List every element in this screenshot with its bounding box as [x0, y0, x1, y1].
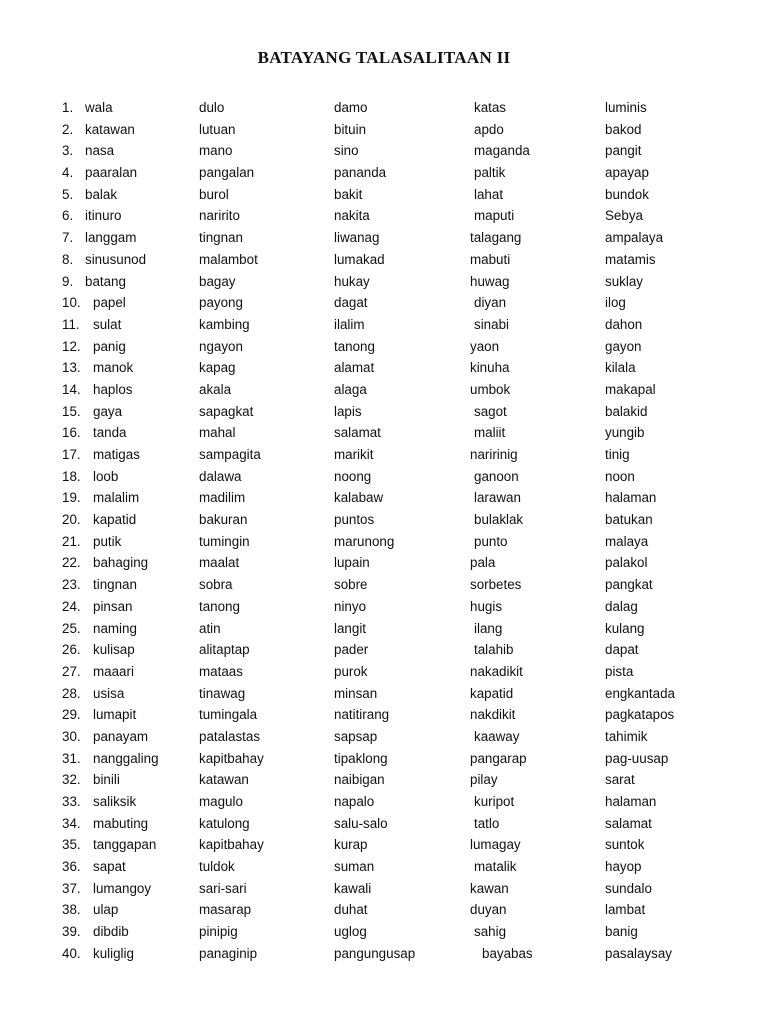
column-1-word: saliksik — [93, 794, 137, 809]
column-2-word: sobra — [199, 577, 233, 593]
column-2-word: sari-sari — [199, 880, 247, 896]
column-4-word: matalik — [474, 859, 517, 875]
column-4-word: naririnig — [470, 447, 518, 462]
word-row — [0, 119, 768, 141]
column-5-word: noon — [605, 468, 635, 484]
row-number: 31. — [62, 750, 81, 766]
row-number: 36. — [62, 859, 81, 875]
column-2-word: kapitbahay — [199, 837, 264, 853]
column-1-word: sapat — [93, 859, 126, 875]
column-5-word: balakid — [605, 403, 648, 419]
column-2-word: mano — [199, 143, 233, 159]
column-1-word: sinusunod — [85, 251, 147, 267]
column-3-word: salu-salo — [334, 815, 388, 831]
column-5-word: tahimik — [605, 728, 648, 744]
column-5-word: pista — [605, 663, 634, 679]
column-2-word: payong — [199, 295, 243, 311]
column-1-word: kulisap — [93, 642, 135, 658]
row-number: 11. — [62, 316, 80, 332]
word-row — [0, 444, 768, 466]
column-3-word: purok — [334, 663, 368, 679]
column-3-word: ninyo — [334, 598, 367, 614]
column-3-word: sapsap — [334, 728, 378, 744]
row-number: 19. — [62, 490, 81, 506]
word-row — [0, 271, 768, 293]
column-4-word: nakdikit — [470, 707, 516, 723]
column-4-word: apdo — [474, 121, 504, 137]
column-3-word: uglog — [334, 924, 367, 940]
column-4-word: bulaklak — [474, 512, 524, 528]
word-row — [0, 748, 768, 770]
column-2-word: tinawag — [199, 685, 246, 701]
column-5-word: bundok — [605, 186, 649, 202]
row-number: 30. — [62, 728, 81, 744]
column-4-word: larawan — [474, 490, 521, 506]
column-5-word: dahon — [605, 316, 643, 332]
column-1-word: nasa — [85, 143, 115, 159]
column-3-word: bakit — [334, 186, 363, 202]
row-number: 18. — [62, 468, 81, 484]
row-number: 35. — [62, 837, 81, 853]
column-1-word: mabuting — [93, 815, 149, 831]
column-3-word: dagat — [334, 295, 368, 311]
page-title: BATAYANG TALASALITAAN II — [257, 48, 511, 67]
word-row — [0, 184, 768, 206]
row-number: 14. — [62, 381, 81, 397]
column-1-word: tingnan — [93, 577, 137, 593]
column-3-word: alaga — [334, 381, 367, 397]
word-row — [0, 921, 768, 943]
word-row — [0, 357, 768, 379]
column-3-word: marikit — [334, 447, 374, 462]
column-2-word: kapitbahay — [199, 750, 264, 766]
column-3-word: minsan — [334, 685, 378, 701]
row-number: 28. — [62, 685, 81, 701]
column-5-word: makapal — [605, 381, 656, 397]
column-2-word: tuldok — [199, 859, 235, 875]
row-number: 13. — [62, 360, 81, 376]
column-3-word: napalo — [334, 794, 375, 809]
row-number: 29. — [62, 707, 81, 723]
column-1-word: papel — [93, 295, 126, 311]
word-row — [0, 552, 768, 574]
word-row — [0, 227, 768, 249]
column-5-word: suntok — [605, 837, 645, 853]
column-1-word: putik — [93, 533, 122, 549]
column-3-word: damo — [334, 100, 368, 115]
word-row — [0, 574, 768, 596]
row-number: 1. — [62, 100, 74, 115]
column-4-word: sahig — [474, 924, 507, 940]
column-2-word: patalastas — [199, 728, 261, 744]
row-number: 37. — [62, 880, 81, 896]
column-3-word: suman — [334, 859, 375, 875]
column-4-word: pala — [470, 555, 496, 571]
row-number: 15. — [62, 403, 81, 419]
row-number: 9. — [62, 273, 74, 289]
row-number: 16. — [62, 425, 81, 441]
column-2-word: tingnan — [199, 230, 243, 246]
column-2-word: kapag — [199, 360, 236, 376]
column-1-word: batang — [85, 273, 126, 289]
column-2-word: atin — [199, 620, 221, 636]
row-number: 4. — [62, 165, 74, 181]
column-3-word: sobre — [334, 577, 368, 593]
row-number: 6. — [62, 208, 74, 224]
word-row — [0, 813, 768, 835]
column-4-word: maliit — [474, 425, 506, 441]
column-1-word: kapatid — [93, 512, 137, 528]
column-3-word: sino — [334, 143, 359, 159]
column-4-word: talagang — [470, 230, 522, 246]
word-row — [0, 97, 768, 119]
column-3-word: duhat — [334, 902, 368, 918]
column-5-word: suklay — [605, 273, 643, 289]
column-5-word: bakod — [605, 121, 642, 137]
column-5-word: Sebya — [605, 208, 643, 224]
column-3-word: noong — [334, 468, 372, 484]
column-5-word: pagkatapos — [605, 707, 675, 723]
column-5-word: salamat — [605, 815, 652, 831]
column-2-word: ngayon — [199, 338, 243, 354]
word-row — [0, 943, 768, 965]
column-5-word: kilala — [605, 360, 636, 376]
word-row — [0, 466, 768, 488]
column-4-word: kawan — [470, 880, 509, 896]
column-5-word: luminis — [605, 100, 647, 115]
column-5-word: malaya — [605, 533, 649, 549]
word-row — [0, 422, 768, 444]
column-1-word: tanggapan — [93, 837, 157, 853]
column-5-word: gayon — [605, 338, 642, 354]
column-5-word: pangkat — [605, 577, 653, 593]
column-5-word: hayop — [605, 859, 642, 875]
column-1-word: usisa — [93, 685, 125, 701]
column-1-word: matigas — [93, 447, 140, 462]
column-4-word: kapatid — [470, 685, 514, 701]
column-2-word: akala — [199, 381, 232, 397]
word-list — [0, 97, 768, 965]
column-5-word: ilog — [605, 295, 626, 311]
column-4-word: punto — [474, 533, 508, 549]
column-1-word: lumapit — [93, 707, 137, 723]
word-row — [0, 379, 768, 401]
word-row — [0, 618, 768, 640]
column-3-word: lapis — [334, 403, 362, 419]
column-1-word: nanggaling — [93, 750, 159, 766]
row-number: 34. — [62, 815, 81, 831]
column-2-word: alitaptap — [199, 642, 250, 658]
column-4-word: diyan — [474, 295, 507, 311]
column-4-word: lumagay — [470, 837, 521, 853]
column-1-word: itinuro — [85, 208, 122, 224]
word-row — [0, 856, 768, 878]
column-3-word: alamat — [334, 360, 375, 376]
column-2-word: tumingin — [199, 533, 250, 549]
column-2-word: pinipig — [199, 924, 238, 940]
column-4-word: maputi — [474, 208, 515, 224]
column-1-word: ulap — [93, 902, 119, 918]
word-row — [0, 769, 768, 791]
column-3-word: kurap — [334, 837, 368, 853]
row-number: 8. — [62, 251, 74, 267]
row-number: 40. — [62, 945, 81, 961]
column-3-word: liwanag — [334, 230, 380, 246]
column-1-word: binili — [93, 772, 120, 788]
column-4-word: maganda — [474, 143, 530, 159]
row-number: 23. — [62, 577, 81, 593]
column-1-word: balak — [85, 186, 118, 202]
row-number: 10. — [62, 295, 81, 311]
column-3-word: langit — [334, 620, 367, 636]
column-3-word: tipaklong — [334, 750, 388, 766]
column-5-word: lambat — [605, 902, 646, 918]
column-5-word: batukan — [605, 512, 653, 528]
column-4-word: umbok — [470, 381, 511, 397]
column-1-word: wala — [85, 100, 113, 115]
word-row — [0, 487, 768, 509]
column-1-word: panayam — [93, 728, 149, 744]
column-5-word: dalag — [605, 598, 638, 614]
column-2-word: masarap — [199, 902, 252, 918]
column-4-word: pangarap — [470, 750, 527, 766]
column-1-word: haplos — [93, 381, 133, 397]
column-4-word: kinuha — [470, 360, 510, 376]
column-2-word: sampagita — [199, 447, 261, 462]
column-1-word: maaari — [93, 663, 134, 679]
column-3-word: puntos — [334, 512, 375, 528]
column-1-word: langgam — [85, 230, 137, 246]
row-number: 32. — [62, 772, 81, 788]
word-row — [0, 401, 768, 423]
column-2-word: bagay — [199, 273, 236, 289]
column-2-word: kambing — [199, 316, 250, 332]
word-row — [0, 726, 768, 748]
column-5-word: pangit — [605, 143, 642, 159]
column-5-word: sundalo — [605, 880, 652, 896]
word-row — [0, 249, 768, 271]
column-3-word: pangungusap — [334, 945, 416, 961]
column-1-word: naming — [93, 620, 137, 636]
word-row — [0, 162, 768, 184]
row-number: 20. — [62, 512, 81, 528]
word-row — [0, 336, 768, 358]
column-2-word: pangalan — [199, 165, 255, 181]
column-2-word: dalawa — [199, 468, 242, 484]
column-4-word: duyan — [470, 902, 507, 918]
column-5-word: pag-uusap — [605, 750, 669, 766]
column-3-word: natitirang — [334, 707, 390, 723]
word-row — [0, 314, 768, 336]
column-3-word: salamat — [334, 425, 381, 441]
word-row — [0, 791, 768, 813]
column-5-word: engkantada — [605, 685, 675, 701]
column-4-word: bayabas — [482, 945, 533, 961]
column-4-word: ilang — [474, 620, 503, 636]
column-2-word: tumingala — [199, 707, 258, 723]
column-4-word: nakadikit — [470, 663, 523, 679]
row-number: 27. — [62, 663, 81, 679]
column-3-word: pananda — [334, 165, 387, 181]
column-2-word: mahal — [199, 425, 236, 441]
column-5-word: apayap — [605, 165, 649, 181]
column-5-word: sarat — [605, 772, 635, 788]
column-2-word: magulo — [199, 794, 243, 809]
row-number: 2. — [62, 121, 74, 137]
column-4-word: huwag — [470, 273, 510, 289]
word-row — [0, 704, 768, 726]
column-5-word: halaman — [605, 490, 657, 506]
column-1-word: bahaging — [93, 555, 149, 571]
column-4-word: tatlo — [474, 815, 500, 831]
column-4-word: yaon — [470, 338, 500, 354]
column-1-word: kuliglig — [93, 945, 134, 961]
word-row — [0, 683, 768, 705]
column-1-word: pinsan — [93, 598, 133, 614]
column-2-word: tanong — [199, 598, 240, 614]
word-row — [0, 834, 768, 856]
column-3-word: kalabaw — [334, 490, 384, 506]
column-2-word: burol — [199, 186, 229, 202]
column-2-word: naririto — [199, 208, 240, 224]
row-number: 26. — [62, 642, 81, 658]
column-2-word: mataas — [199, 663, 243, 679]
column-1-word: loob — [93, 468, 119, 484]
column-3-word: lumakad — [334, 251, 385, 267]
column-2-word: katulong — [199, 815, 250, 831]
column-3-word: naibigan — [334, 772, 385, 788]
word-row — [0, 292, 768, 314]
word-row — [0, 878, 768, 900]
row-number: 21. — [62, 533, 81, 549]
column-2-word: madilim — [199, 490, 246, 506]
column-1-word: manok — [93, 360, 134, 376]
row-number: 12. — [62, 338, 81, 354]
row-number: 24. — [62, 598, 81, 614]
column-3-word: tanong — [334, 338, 375, 354]
column-4-word: kaaway — [474, 728, 520, 744]
column-4-word: ganoon — [474, 468, 519, 484]
row-number: 22. — [62, 555, 81, 571]
word-row — [0, 140, 768, 162]
word-row — [0, 639, 768, 661]
column-1-word: tanda — [93, 425, 127, 441]
column-4-word: sagot — [474, 403, 507, 419]
column-2-word: dulo — [199, 100, 225, 115]
column-4-word: hugis — [470, 598, 503, 614]
column-4-word: sorbetes — [470, 577, 522, 593]
column-4-word: katas — [474, 100, 507, 115]
column-1-word: dibdib — [93, 924, 129, 940]
row-number: 5. — [62, 186, 74, 202]
row-number: 38. — [62, 902, 81, 918]
column-1-word: paaralan — [85, 165, 138, 181]
column-1-word: gaya — [93, 403, 123, 419]
row-number: 3. — [62, 143, 74, 159]
column-4-word: sinabi — [474, 316, 509, 332]
column-4-word: lahat — [474, 186, 504, 202]
word-row — [0, 661, 768, 683]
column-3-word: pader — [334, 642, 369, 658]
row-number: 25. — [62, 620, 81, 636]
column-5-word: banig — [605, 924, 638, 940]
column-5-word: ampalaya — [605, 230, 664, 246]
column-3-word: kawali — [334, 880, 372, 896]
column-4-word: paltik — [474, 165, 506, 181]
row-number: 39. — [62, 924, 81, 940]
column-2-word: malambot — [199, 251, 258, 267]
word-row — [0, 899, 768, 921]
column-5-word: kulang — [605, 620, 645, 636]
column-4-word: mabuti — [470, 251, 511, 267]
row-number: 7. — [62, 230, 74, 246]
column-2-word: katawan — [199, 772, 249, 788]
word-row — [0, 205, 768, 227]
column-1-word: katawan — [85, 121, 135, 137]
column-2-word: maalat — [199, 555, 240, 571]
column-4-word: pilay — [470, 772, 498, 788]
column-3-word: nakita — [334, 208, 370, 224]
column-4-word: talahib — [474, 642, 514, 658]
column-5-word: pasalaysay — [605, 945, 672, 961]
column-5-word: matamis — [605, 251, 656, 267]
column-3-word: marunong — [334, 533, 395, 549]
row-number: 17. — [62, 447, 81, 462]
column-3-word: bituin — [334, 121, 367, 137]
column-2-word: bakuran — [199, 512, 248, 528]
word-row — [0, 509, 768, 531]
column-1-word: malalim — [93, 490, 140, 506]
word-row — [0, 531, 768, 553]
row-number: 33. — [62, 794, 81, 809]
column-3-word: lupain — [334, 555, 370, 571]
column-1-word: panig — [93, 338, 126, 354]
column-5-word: palakol — [605, 555, 648, 571]
column-1-word: sulat — [93, 316, 122, 332]
column-2-word: sapagkat — [199, 403, 254, 419]
column-3-word: ilalim — [334, 316, 365, 332]
column-2-word: lutuan — [199, 121, 236, 137]
column-5-word: halaman — [605, 794, 657, 809]
column-3-word: hukay — [334, 273, 370, 289]
column-2-word: panaginip — [199, 945, 258, 961]
column-1-word: lumangoy — [93, 880, 152, 896]
column-4-word: kuripot — [474, 794, 515, 809]
column-5-word: yungib — [605, 425, 645, 441]
column-5-word: dapat — [605, 642, 639, 658]
column-5-word: tinig — [605, 447, 630, 462]
word-row — [0, 596, 768, 618]
